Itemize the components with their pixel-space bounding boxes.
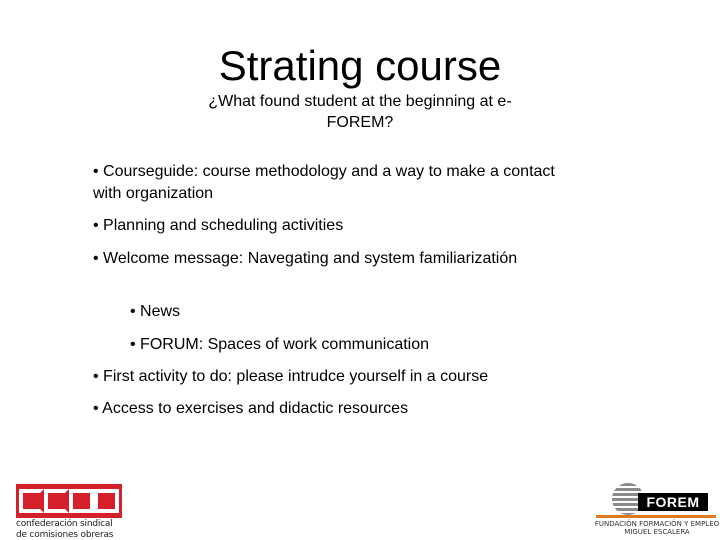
bullet-welcome-message: • Welcome message: Navegating and system familiarizatión [93, 250, 518, 267]
sub-bullet-forum: • FORUM: Spaces of work communication [130, 336, 430, 353]
bullet-courseguide: • Courseguide: course methodology and a way to make a contact with organization [93, 163, 555, 202]
bullet-access-exercises: • Access to exercises and didactic resources [93, 400, 409, 417]
forem-wordmark: FOREM [638, 493, 708, 511]
ccoo-letter-c [19, 489, 44, 513]
bullet-first-activity: • First activity to do: please intrudce yourself in a course [93, 368, 489, 385]
bullet-planning: • Planning and scheduling activities [93, 217, 344, 234]
ccoo-letter-o [69, 489, 94, 513]
slide-subtitle: ¿What found student at the beginning at e-FOREM? [208, 93, 512, 131]
forem-accent-bar [596, 515, 716, 518]
sub-bullet-news: • News [130, 303, 181, 320]
ccoo-logo-mark [16, 484, 122, 518]
ccoo-logo-text-2: de comisiones obreras [16, 530, 114, 540]
ccoo-logo-text-1: confederación sindical [16, 519, 113, 529]
forem-logo [592, 481, 720, 540]
ccoo-logo [16, 484, 122, 540]
slide-title: Strating course [218, 42, 502, 89]
forem-foundation-name: FUNDACIÓN FORMACIÓN Y EMPLEO [594, 520, 720, 528]
forem-foundation-person: MIGUEL ESCALERA [624, 528, 690, 536]
ccoo-letter-o [94, 489, 119, 513]
ccoo-letter-c [44, 489, 69, 513]
